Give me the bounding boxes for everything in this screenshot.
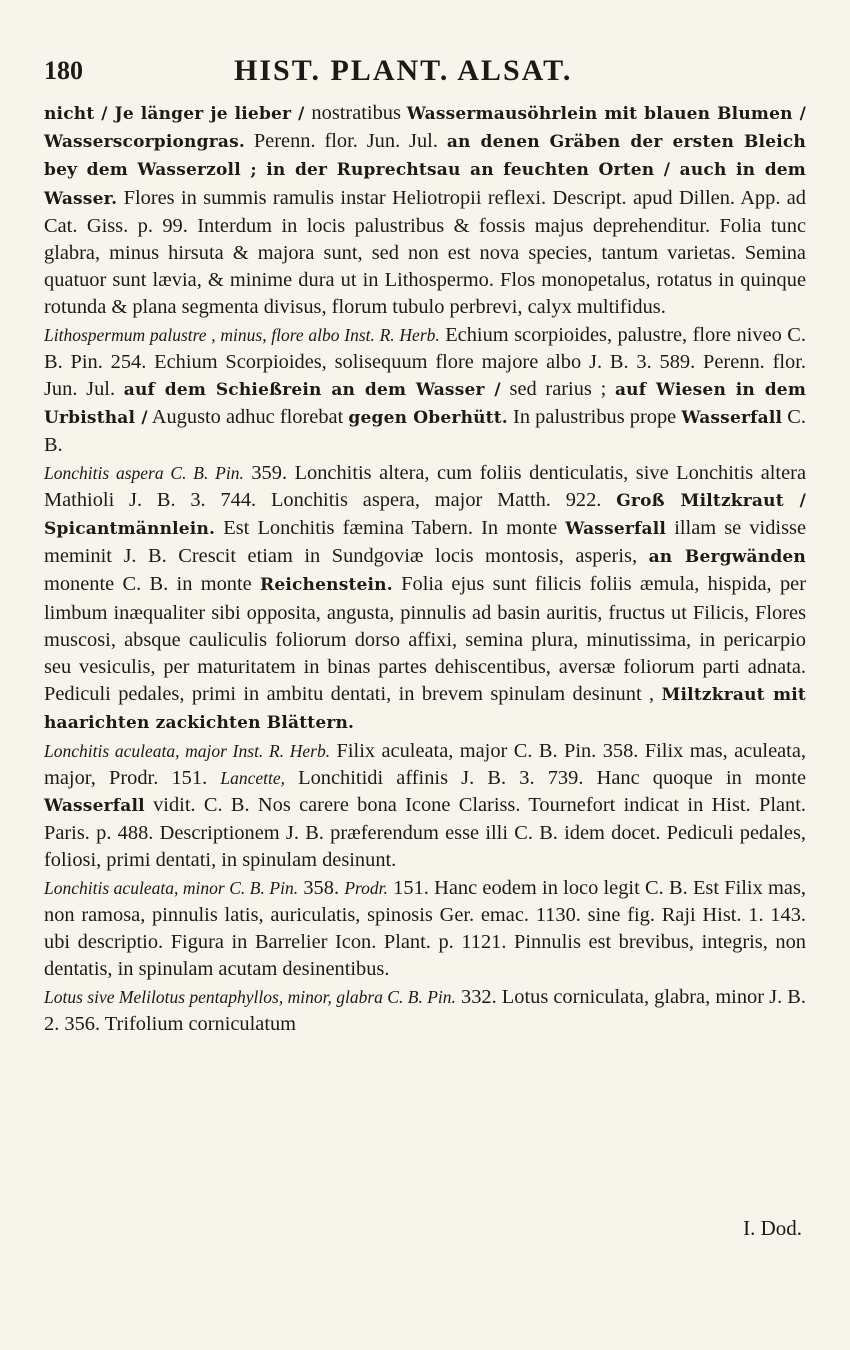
species-name-italic: Lotus sive Melilotus pentaphyllos, minor, glabra C. B. Pin. [44,986,456,1007]
latin-text: 359. Lonchitis altera, cum foliis denticulatis, sive Lonchitis altera Mathioli J. B. 3. 744. Lonchitis aspera, major Matth. 922. [44,461,806,511]
latin-text: 151. Hanc eodem in loco legit C. B. Est Filix mas, non ramosa, pinnulis latis, auriculatis, spinosis Ger. emac. 1130. sine fig. Raji Hist. 1. 143. ubi descriptio. Figura in Barrelier Icon. Plant. p. 1121. Pinnulis est brevibus, integris, non dentatis, in spinulam acutam desinentibus. [44,876,807,981]
paragraph [44,984,806,1038]
catchword: I. Dod. [743,1216,802,1240]
german-blackletter-text: Wasserfall [44,796,145,817]
latin-text: 358. [298,876,345,899]
latin-text: monente C. B. in monte [44,573,260,596]
latin-text: In palustribus prope [507,406,682,429]
body-text [44,100,806,1038]
latin-text: C. B. [44,406,807,457]
latin-text: Flores in summis ramulis instar Heliotropii reflexi. Descript. apud Dillen. App. ad Cat. Giss. p. 99. Interdum in locis palustribus & fossis majus deprehenditur. Folia tunc glabra, minus hirsuta & majora sunt, sed non est nova species, tantum varietas. Semina quatuor sunt lævia, & minime dura ut in Lithospermo. Flos monopetalus, rotatus in quinque rotunda & plana segmenta divisus, florum tubulo perbrevi, calyx multifidus. [44,186,806,319]
latin-text: sed rarius ; [500,378,615,401]
latin-text: Augusto adhuc florebat [147,406,349,429]
latin-text: Filix aculeata, major C. B. Pin. 358. Filix mas, aculeata, major, Prodr. 151. [44,739,806,789]
species-name-italic: Lithospermum palustre , minus, flore albo Inst. R. Herb. [44,324,440,345]
page-number: 180 [44,56,83,85]
paragraph [44,460,806,738]
latin-text: Perenn. flor. Jun. Jul. [244,130,447,153]
german-blackletter-text: Reichenstein. [260,575,393,596]
species-name-italic: Lonchitis aculeata, minor C. B. Pin. [44,877,299,898]
latin-text: Folia ejus sunt filicis foliis æmula, hispida, per limbum inæqualiter sibi opposita, angusta, pinnulis ad basin auritis, fructus ut Filicis, Flores muscosi, absque cauliculis foliorum dorso affixi, semina plura, minutissima, in pericarpio seu vesiculis, per maturitatem in binas partes dehiscentibus, aversæ foliorum parti adnata. Pediculi pedales, primi in ambitu dentati, in brevem spinulam desinunt , [44,573,806,706]
german-blackletter-text: nicht / Je länger je lieber / [44,104,312,124]
german-blackletter-text: Wassermausöhrlein mit blauen Blumen / Wasserscorpiongras. [44,104,806,153]
species-name-italic: Lonchitis aspera C. B. Pin. [44,462,244,483]
species-name-italic: Lonchitis aculeata, major Inst. R. Herb. [44,740,331,761]
species-name-italic: Prodr. [344,877,388,898]
species-name-italic: Lancette, [220,767,285,788]
running-title: HIST. PLANT. ALSAT. [234,54,573,87]
german-blackletter-text: auf dem Schießrein an dem Wasser / [123,380,501,401]
latin-text: Est Lonchitis fæmina Tabern. In monte [215,517,566,540]
latin-text: vidit. C. B. Nos carere bona Icone Clariss. Tournefort indicat in Hist. Plant. Paris. p. 488. Descriptionem J. B. præferendum esse illi C. B. idem docet. Pediculi pedales, foliosi, primi dentati, in spinulam desinunt. [44,794,806,872]
german-blackletter-text: gegen Oberhütt. [348,408,508,429]
page-header [44,50,804,94]
latin-text: 332. Lotus corniculata, glabra, minor J. B. 2. 356. Trifolium corniculatum [44,985,806,1035]
german-blackletter-text: an denen Gräben der ersten Bleich bey dem Wasserzoll ; in der Ruprechtsau an feuchten Orten / auch in dem Wasser. [44,132,806,209]
german-blackletter-text: Wasserfall [681,408,783,429]
german-blackletter-text: Groß Miltzkraut / Spicantmännlein. [44,490,806,540]
latin-text: nostratibus [311,102,407,124]
latin-text: Echium scorpioides, palustre, flore niveo C. B. Pin. 254. Echium Scorpioides, solisequum flore majore albo J. B. 3. 589. Perenn. flor. Jun. Jul. [44,323,806,401]
german-blackletter-text: an Bergwänden [648,547,806,568]
german-blackletter-text: auf Wiesen in dem Urbisthal / [44,380,807,429]
paragraph [44,100,806,322]
german-blackletter-text: Miltzkraut mit haarichten zackichten Blättern. [44,685,806,734]
paragraph [44,738,806,875]
latin-text: illam se vidisse meminit J. B. Crescit etiam in Sundgoviæ locis montosis, asperis, [44,517,806,568]
paragraph [44,875,806,984]
latin-text: Lonchitidi affinis J. B. 3. 739. Hanc quoque in monte [284,766,806,789]
german-blackletter-text: Wasserfall [565,519,667,540]
paragraph [44,322,806,460]
